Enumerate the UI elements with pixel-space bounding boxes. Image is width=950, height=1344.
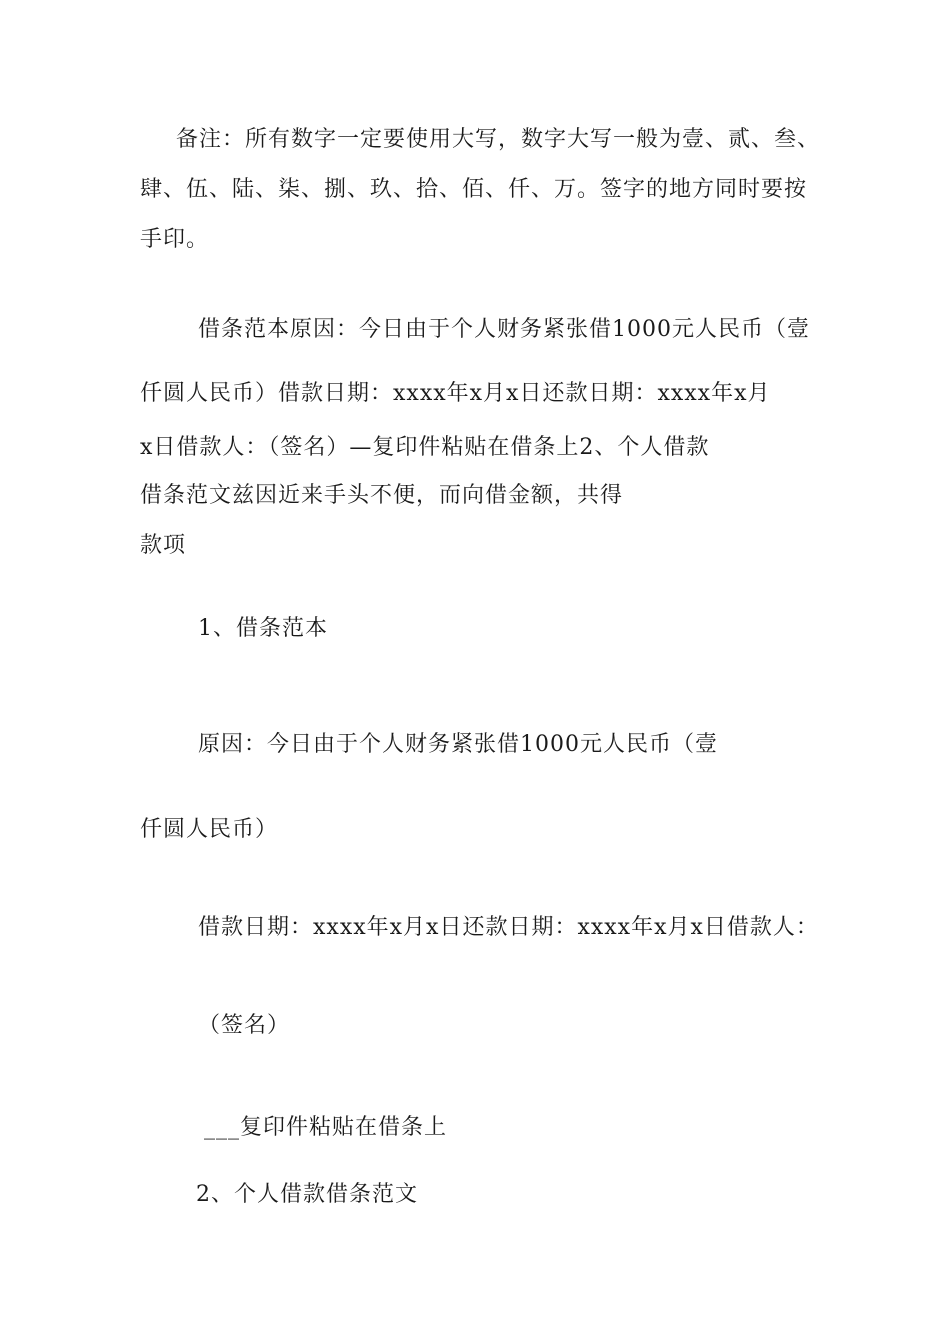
- note-line-3: 手印。: [140, 227, 210, 252]
- summary-line-3: x日借款人：（签名）—复印件粘贴在借条上2、个人借款: [140, 435, 710, 460]
- section-2-heading: 2、个人借款借条范文: [196, 1182, 418, 1207]
- summary-line-1: 借条范本原因：今日由于个人财务紧张借1000元人民币（壹: [198, 317, 810, 342]
- note-line-1: 备注：所有数字一定要使用大写，数字大写一般为壹、贰、叁、: [176, 127, 821, 152]
- summary-line-4: 借条范文兹因近来手头不便，而向借金额，共得: [140, 483, 624, 508]
- section-1-reason-line-1: 原因：今日由于个人财务紧张借1000元人民币（壹: [198, 732, 718, 757]
- section-1-copy-note: ___复印件粘贴在借条上: [204, 1115, 448, 1140]
- summary-line-5: 款项: [140, 533, 187, 558]
- section-1-dates: 借款日期：xxxx年x月x日还款日期：xxxx年x月x日借款人：: [198, 915, 819, 940]
- section-1-reason-line-2: 仟圆人民币）: [140, 817, 279, 842]
- summary-line-2: 仟圆人民币）借款日期：xxxx年x月x日还款日期：xxxx年x月: [140, 381, 771, 406]
- section-1-heading: 1、借条范本: [198, 616, 328, 641]
- note-line-2: 肆、伍、陆、柒、捌、玖、拾、佰、仟、万。签字的地方同时要按: [140, 177, 808, 202]
- section-1-signature: （签名）: [198, 1013, 291, 1038]
